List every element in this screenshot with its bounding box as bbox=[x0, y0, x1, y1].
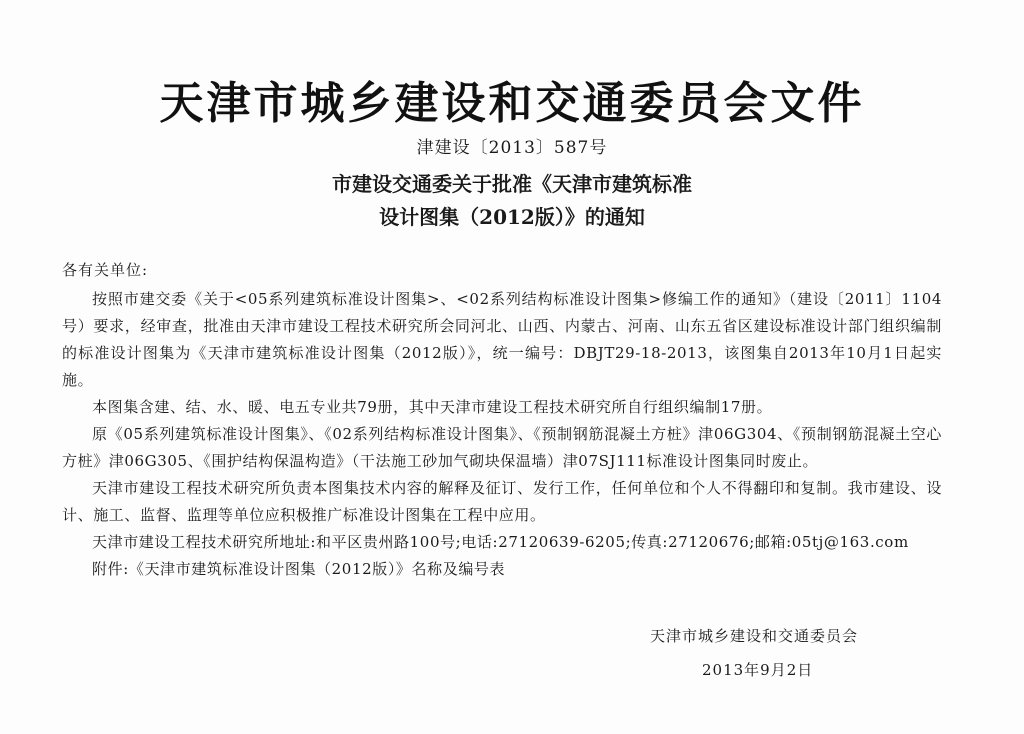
paragraph-attachment: 附件:《天津市建筑标准设计图集（2012版）》名称及编号表 bbox=[92, 560, 506, 578]
paragraph-contents: 本图集含建、结、水、暖、电五专业共79册，其中天津市建设工程技术研究所自行组织编制17册。 bbox=[92, 398, 773, 416]
signatory: 天津市城乡建设和交通委员会 bbox=[650, 627, 859, 645]
paragraph-approval: 按照市建交委《关于<05系列建筑标准设计图集>、<02系列结构标准设计图集>修编工作的通知》（建设〔2011〕1104号）要求，经审查，批准由天津市建设工程技术研究所会同河北、山西、内蒙古、河南、山东五省区建设标准设计部门组织编制的标准设计图集为《天津市建筑标准设计图集（2012版）》，统一编号：DBJT29-18-2013，该图集自2013年10月1日起实施。 bbox=[62, 290, 942, 389]
document-header: 天津市城乡建设和交通委员会文件 bbox=[159, 78, 865, 129]
document-title-line-1: 市建设交通委关于批准《天津市建筑标准 bbox=[332, 172, 692, 196]
document-title bbox=[0, 168, 1024, 234]
signature-date: 2013年9月2日 bbox=[702, 661, 814, 679]
addressee: 各有关单位: bbox=[62, 261, 149, 279]
document-number: 津建设〔2013〕587号 bbox=[416, 138, 608, 158]
document-body bbox=[62, 286, 942, 583]
paragraph-contact: 天津市建设工程技术研究所地址:和平区贵州路100号;电话:27120639-6205;传真:27120676;邮箱:05tj@163.com bbox=[92, 533, 909, 551]
paragraph-responsibility: 天津市建设工程技术研究所负责本图集技术内容的解释及征订、发行工作，任何单位和个人不得翻印和复制。我市建设、设计、施工、监督、监理等单位应积极推广标准设计图集在工程中应用。 bbox=[62, 479, 942, 524]
document-title-line-2: 设计图集（2012版）》的通知 bbox=[379, 205, 645, 229]
paragraph-abolished: 原《05系列建筑标准设计图集》、《02系列结构标准设计图集》、《预制钢筋混凝土方桩》津06G304、《预制钢筋混凝土空心方桩》津06G305、《围护结构保温构造》（干法施工砂加气砌块保温墙）津07SJ111标准设计图集同时废止。 bbox=[62, 425, 942, 470]
